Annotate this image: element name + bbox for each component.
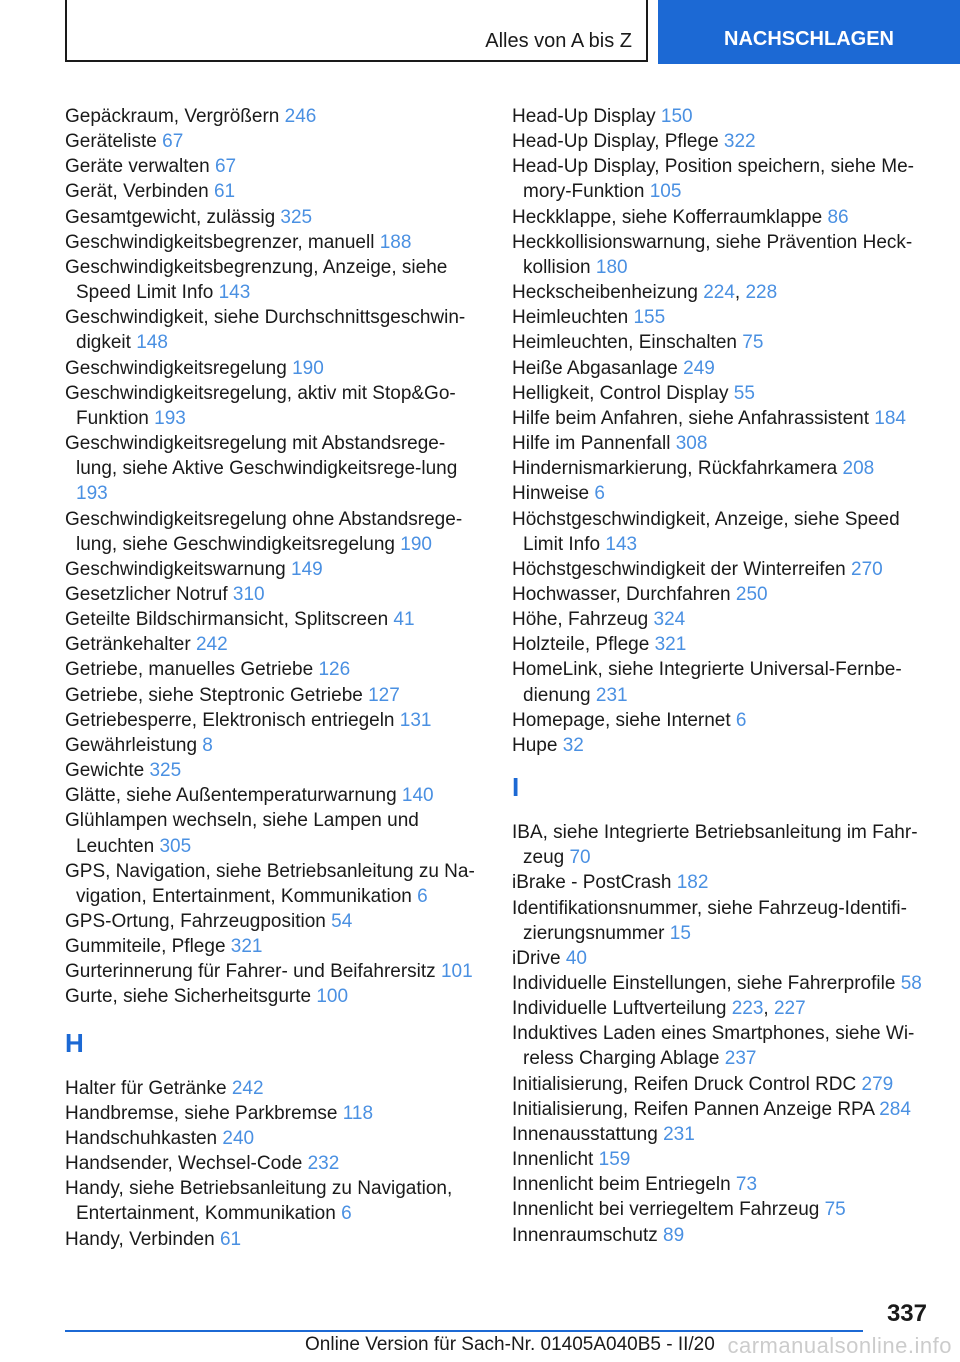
page-reference-link[interactable]: 40 [565,947,587,969]
index-entry [65,607,483,632]
index-entry-text: Gesetzlicher Notruf [65,583,233,605]
index-entry [512,1147,930,1172]
page-reference-link[interactable]: 6 [735,709,747,731]
page-reference-link[interactable]: 155 [633,307,666,329]
index-entry [65,1151,483,1176]
index-entry [512,632,930,657]
index-entry [512,507,930,557]
page-reference-link[interactable]: 188 [379,231,412,253]
index-entry [65,783,483,808]
page-reference-link[interactable]: 149 [291,558,323,580]
index-entry-text: Head-Up Display [512,106,661,127]
index-entry-text: Heimleuchten [512,307,634,329]
chapter-tab[interactable]: NACHSCHLAGEN [658,0,960,64]
index-entry [65,1176,483,1226]
page-reference-link[interactable]: 310 [232,583,265,605]
index-entry-text: Individuelle Luftverteilung [512,998,732,1020]
index-entry [512,381,930,406]
page-reference-link[interactable]: 148 [136,332,168,354]
index-entry-text: Gewährleistung [65,734,203,756]
page-reference-link[interactable]: 190 [292,357,324,379]
index-entry-text: Head-Up Display, Position speichern, siehe Me-mory-Funktion [512,156,914,203]
index-entry-text: Innenlicht bei verriegeltem Fahrzeug [512,1199,825,1221]
index-entry [65,582,483,607]
index-entry-text: Heckkollisionswarnung, siehe Prävention Heck-kollision [512,231,913,278]
index-entry [512,896,930,946]
index-entry-text: Handsender, Wechsel-Code [65,1153,308,1175]
index-entry [512,557,930,582]
index-entry [512,870,930,895]
index-column-left [65,104,483,1252]
page-reference-link[interactable]: 231 [595,684,628,706]
page-reference-link[interactable]: 270 [851,558,883,580]
index-entry-text: Heckscheibenheizung [512,282,704,304]
index-entry-text: Identifikationsnummer, siehe Fahrzeug-Identifi-zierungsnummer [512,897,907,944]
index-entry-text: GPS, Navigation, siehe Betriebsanleitung zu Na-vigation, Entertainment, Kommunikation [65,860,475,907]
page-reference-link[interactable]: 73 [735,1174,758,1196]
index-entry [65,381,483,431]
index-entry-text: Gesamtgewicht, zulässig [65,206,281,228]
index-entry-text: Geschwindigkeitsregelung, aktiv mit Stop&Go-Funktion [65,382,456,429]
page-reference-link[interactable]: 180 [595,256,628,278]
index-entry-text: Gummiteile, Pflege [65,936,231,958]
index-entry-text: Initialisierung, Reifen Pannen Anzeige RPA [512,1098,880,1120]
index-entry [512,1223,930,1248]
index-entry [512,104,930,129]
page-reference-link[interactable]: 325 [149,760,182,782]
page-reference-link[interactable]: 325 [280,206,313,228]
index-entry-text: Hupe [512,734,563,756]
index-column-right [512,104,930,1248]
page-reference-link[interactable]: 159 [598,1149,631,1171]
online-version-note: Online Version für Sach-Nr. 01405A040B5 - II/20 [305,1334,715,1355]
page-reference-link[interactable]: 32 [562,734,584,756]
index-entry [65,255,483,305]
page-reference-link[interactable]: 61 [219,1228,242,1250]
index-entry-text: Getriebesperre, Elektronisch entriegeln [65,709,400,731]
index-entry [65,129,483,154]
page-reference-link[interactable]: 321 [654,634,687,656]
index-entry [512,1197,930,1222]
index-entry-text: Individuelle Einstellungen, siehe Fahrerprofile [512,973,901,994]
index-entry-text: Hindernismarkierung, Rückfahrkamera [512,458,843,480]
index-entry: Individuelle Luftverteilung 223, 227 [512,998,806,1020]
page-reference-link[interactable]: 131 [399,709,432,731]
index-entry [512,431,930,456]
index-entry [512,708,930,733]
page-reference-link[interactable]: 86 [827,206,849,228]
index-entry [65,507,483,557]
index-entry-text: Geschwindigkeitsregelung ohne Abstandsrege-lung, siehe Geschwindigkeitsregelung [65,508,463,555]
page-reference-link[interactable]: 100 [316,986,349,1008]
index-entry-text: Geschwindigkeitsregelung [65,357,293,379]
index-entry-text: IBA, siehe Integrierte Betriebsanleitung im Fahr-zeug [512,822,918,869]
page-reference-link[interactable]: 237 [724,1048,757,1070]
page-reference-link[interactable]: 15 [669,922,691,944]
index-entry [65,205,483,230]
page-reference-link[interactable]: 150 [660,106,693,127]
index-entry-text: Head-Up Display, Pflege [512,131,724,153]
index-entry [512,129,930,154]
index-entry [512,406,930,431]
index-entry-text: Innenraumschutz [512,1224,664,1246]
index-entry-text: Hilfe im Pannenfall [512,433,676,455]
index-entry [65,909,483,934]
index-entry-text: Gurterinnerung für Fahrer- und Beifahrersitz [65,961,441,983]
page-reference-link[interactable]: 127 [368,684,400,706]
index-entry-text: Gewichte [65,760,150,782]
page-reference-link[interactable]: 41 [393,609,415,631]
index-entry-text: iBrake - PostCrash [512,872,677,894]
page-reference-link[interactable]: 228 [745,282,778,304]
index-entry [512,1097,930,1122]
index-entry [512,1172,930,1197]
page-reference-link[interactable]: 250 [735,583,768,605]
index-entry [512,1122,930,1147]
index-entry-text: Geschwindigkeitsbegrenzer, manuell [65,231,380,253]
index-entry [65,230,483,255]
index-entry-text: Glätte, siehe Außentemperaturwarnung [65,785,402,807]
index-entry [512,356,930,381]
index-entry-text: HomeLink, siehe Integrierte Universal-Fernbe-dienung [512,659,902,706]
index-entry [65,708,483,733]
page-reference-link[interactable]: 6 [341,1203,352,1225]
index-entry-text: Geschwindigkeitsbegrenzung, Anzeige, siehe Speed Limit Info [65,256,448,304]
page-reference-link[interactable]: 89 [663,1224,685,1246]
index-entry-text: Gerät, Verbinden [65,181,214,203]
index-entry-text: Geschwindigkeitsregelung mit Abstandsrege-lung, siehe Aktive Geschwindigkeitsrege-lung [65,433,458,480]
index-entry-text: Handy, Verbinden [65,1228,220,1250]
index-entry [512,456,930,481]
page-reference-link[interactable]: 6 [417,885,428,907]
index-entry-text: Homepage, siehe Internet [512,709,736,731]
page-reference-link[interactable]: 193 [76,483,108,505]
index-entry [65,683,483,708]
index-entry-text: Gurte, siehe Sicherheitsgurte [65,986,317,1008]
page-reference-link[interactable]: 249 [683,357,715,379]
page-reference-link[interactable]: 118 [342,1102,374,1124]
index-entry-text: Heimleuchten, Einschalten [512,332,743,354]
index-entry-text: Geräteliste [65,131,163,153]
footer-divider [65,1330,863,1332]
index-entry [65,154,483,179]
index-entry [512,1072,930,1097]
index-entry [65,1076,483,1101]
index-entry [512,971,930,996]
index-entry-text: Innenausstattung [512,1123,664,1145]
page-reference-link[interactable]: 8 [202,734,213,756]
index-entry-text: Geschwindigkeit, siehe Durchschnittsgeschwin-digkeit [65,307,466,354]
watermark-logo: carmanualsonline.info [727,1333,952,1358]
index-entry [512,330,930,355]
page-reference-link[interactable]: 242 [195,634,228,656]
page-reference-link[interactable]: 223 [731,998,764,1020]
index-entry-text: Handschuhkasten [65,1127,223,1149]
index-entry-text: GPS-Ortung, Fahrzeugposition [65,911,332,932]
index-entry [65,984,483,1009]
index-entry-text: Höhe, Fahrzeug [512,609,654,631]
page-reference-link[interactable]: 140 [401,785,434,807]
page-reference-link[interactable]: 193 [154,407,186,429]
page-reference-link[interactable]: 58 [900,973,922,994]
index-entry [65,758,483,783]
index-entry [65,1227,483,1252]
index-entry [512,946,930,971]
index-entry [65,179,483,204]
index-entry [65,104,483,129]
index-entry [65,632,483,657]
page-reference-link[interactable]: 105 [649,181,682,203]
page-reference-link[interactable]: 75 [742,332,764,354]
index-entry-text: Glühlampen wechseln, siehe Lampen und Leuchten [65,810,419,857]
page-reference-link[interactable]: 143 [218,282,251,304]
page-reference-link[interactable]: 126 [318,659,351,681]
page-reference-link[interactable]: 101 [440,961,473,983]
page-reference-link[interactable]: 75 [824,1199,846,1221]
page-reference-link[interactable]: 70 [569,847,591,869]
index-entry [65,557,483,582]
index-entry-text: Heiße Abgasanlage [512,357,684,379]
page-reference-link[interactable]: 232 [307,1153,340,1175]
index-entry [65,959,483,984]
index-entry [512,607,930,632]
index-entry [512,582,930,607]
index-entry-text: Gepäckraum, Vergrößern [65,106,285,127]
page-reference-link[interactable]: 242 [231,1077,264,1099]
index-entry [512,733,930,758]
index-entry-text: Hilfe beim Anfahren, siehe Anfahrassistent [512,407,875,429]
page-reference-link[interactable]: 246 [284,106,317,127]
index-entry [65,859,483,909]
page-reference-link[interactable]: 321 [230,936,263,958]
page-reference-link[interactable]: 240 [222,1127,255,1149]
index-entry [65,431,483,506]
index-entry [512,481,930,506]
page-reference-link[interactable]: 67 [162,131,184,153]
page-reference-link[interactable]: 143 [605,533,638,555]
page-reference-link[interactable]: 322 [723,131,756,153]
page-reference-link[interactable]: 182 [676,872,709,894]
index-entry [65,657,483,682]
page-reference-link[interactable]: 279 [861,1073,894,1095]
page-reference-link[interactable]: 231 [663,1123,695,1145]
index-entry [65,356,483,381]
index-entry-text: Geteilte Bildschirmansicht, Splitscreen [65,609,394,631]
index-entry [65,934,483,959]
index-entry-text: Hinweise [512,483,595,505]
index-entry-text: Initialisierung, Reifen Druck Control RDC [512,1073,862,1095]
index-entry: Heckscheibenheizung 224, 228 [512,282,778,304]
page-reference-link[interactable]: 67 [214,156,237,178]
index-entry [65,1101,483,1126]
page-reference-link[interactable]: 190 [400,533,432,555]
section-title: Alles von A bis Z [485,30,632,52]
page-reference-link[interactable]: 284 [879,1098,911,1120]
index-entry [65,808,483,858]
index-entry [512,230,930,280]
index-entry-text: Induktives Laden eines Smartphones, siehe Wi-reless Charging Ablage [512,1023,915,1070]
index-letter-heading: H [65,1027,84,1058]
index-entry-text: Höchstgeschwindigkeit, Anzeige, siehe Speed Limit Info [512,508,900,555]
index-entry [512,820,930,870]
page-reference-link[interactable]: 227 [773,998,806,1020]
page-reference-link[interactable]: 55 [733,382,755,404]
index-entry-text: Hochwasser, Durchfahren [512,583,736,605]
index-letter-heading: I [512,772,520,803]
index-entry-text: Geräte verwalten [65,156,215,178]
index-entry [512,154,930,204]
index-entry [65,733,483,758]
index-entry-text: Handbremse, siehe Parkbremse [65,1102,343,1124]
header-frame [65,0,648,62]
page-reference-link[interactable]: 224 [703,282,735,304]
index-entry-text: Holzteile, Pflege [512,634,655,656]
index-entry-text: Getriebe, siehe Steptronic Getriebe [65,684,369,706]
index-entry-text: Geschwindigkeitswarnung [65,558,292,580]
index-entry-text: Handy, siehe Betriebsanleitung zu Navigation, Entertainment, Kommunikation [65,1178,453,1225]
page-reference-link[interactable]: 6 [594,483,605,505]
index-entry-text: Getränkehalter [65,634,196,656]
index-entry-text: Getriebe, manuelles Getriebe [65,659,319,681]
index-entry-text: Heckklappe, siehe Kofferraumklappe [512,206,828,228]
index-entry [512,657,930,707]
index-entry-text: Höchstgeschwindigkeit der Winterreifen [512,558,851,580]
index-entry [65,305,483,355]
page-reference-link[interactable]: 54 [331,911,353,932]
page-reference-link[interactable]: 61 [213,181,236,203]
page-reference-link[interactable]: 324 [653,609,686,631]
index-entry [512,305,930,330]
page-reference-link[interactable]: 305 [159,835,192,857]
index-entry-text: Halter für Getränke [65,1077,232,1099]
page-reference-link[interactable]: 184 [874,407,906,429]
index-entry-text: Innenlicht beim Entriegeln [512,1174,736,1196]
index-entry-text: Innenlicht [512,1149,599,1171]
page-reference-link[interactable]: 308 [675,433,708,455]
page-reference-link[interactable]: 208 [842,458,875,480]
index-entry-text: Helligkeit, Control Display [512,382,734,404]
index-entry [65,1126,483,1151]
index-entry [512,205,930,230]
index-entry-text: iDrive [512,947,566,969]
page-number: 337 [886,1300,927,1327]
index-entry [512,1021,930,1071]
